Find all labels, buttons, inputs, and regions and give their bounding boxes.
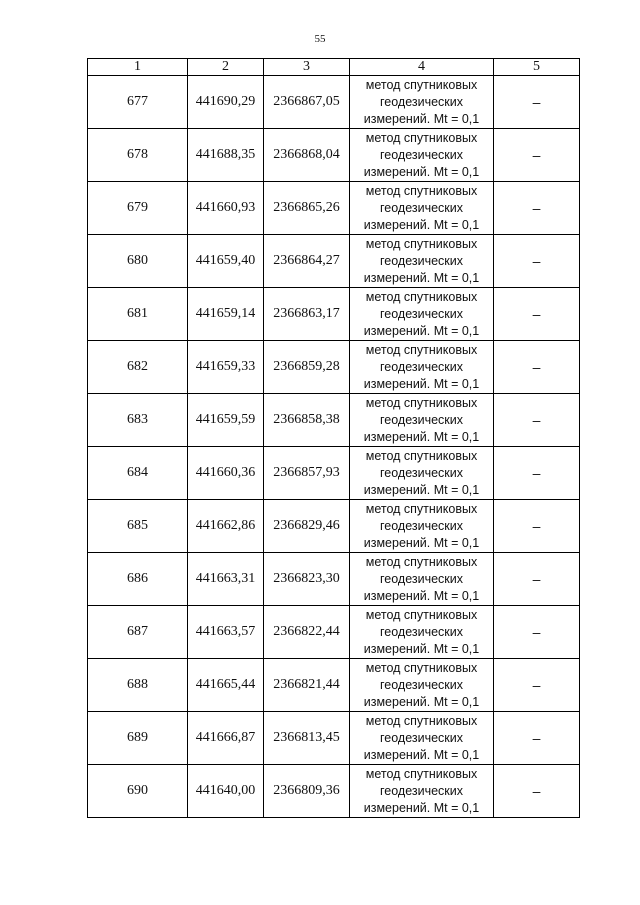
point-number-cell: 688	[88, 659, 188, 712]
table-row	[88, 765, 580, 818]
method-line: геодезических	[379, 412, 463, 427]
coordinate-x-cell: 441662,86	[188, 500, 264, 553]
method-line: измерений. Mt = 0,1	[363, 429, 480, 444]
column-header-3: 3	[264, 59, 350, 76]
coordinate-y-cell: 2366865,26	[264, 182, 350, 235]
method-line: геодезических	[379, 783, 463, 798]
method-line: измерений. Mt = 0,1	[363, 217, 480, 232]
table-header-row	[88, 59, 580, 76]
method-line: геодезических	[379, 253, 463, 268]
note-cell: –	[494, 341, 580, 394]
method-line: геодезических	[379, 730, 463, 745]
table-body	[88, 76, 580, 818]
column-header-1: 1	[88, 59, 188, 76]
method-cell	[350, 500, 494, 553]
point-number-cell: 682	[88, 341, 188, 394]
method-cell	[350, 235, 494, 288]
method-line: измерений. Mt = 0,1	[363, 800, 480, 815]
coordinate-y-cell: 2366813,45	[264, 712, 350, 765]
method-line: геодезических	[379, 306, 463, 321]
coordinate-x-cell: 441660,93	[188, 182, 264, 235]
coordinate-y-cell: 2366859,28	[264, 341, 350, 394]
coordinate-x-cell: 441690,29	[188, 76, 264, 129]
method-line: измерений. Mt = 0,1	[363, 588, 480, 603]
page-number: 55	[314, 33, 326, 45]
column-header-5: 5	[494, 59, 580, 76]
note-cell: –	[494, 606, 580, 659]
coordinate-y-cell: 2366863,17	[264, 288, 350, 341]
coordinate-x-cell: 441665,44	[188, 659, 264, 712]
point-number-cell: 680	[88, 235, 188, 288]
coordinate-x-cell: 441640,00	[188, 765, 264, 818]
table-row	[88, 500, 580, 553]
method-line: геодезических	[379, 94, 463, 109]
coordinate-x-cell: 441659,33	[188, 341, 264, 394]
method-cell	[350, 394, 494, 447]
coordinate-y-cell: 2366864,27	[264, 235, 350, 288]
table-row	[88, 288, 580, 341]
method-line: измерений. Mt = 0,1	[363, 535, 480, 550]
method-cell	[350, 712, 494, 765]
table-row	[88, 341, 580, 394]
point-number-cell: 684	[88, 447, 188, 500]
coordinate-x-cell: 441663,57	[188, 606, 264, 659]
table-row	[88, 447, 580, 500]
method-cell	[350, 606, 494, 659]
coordinate-y-cell: 2366829,46	[264, 500, 350, 553]
method-line: геодезических	[379, 571, 463, 586]
method-line: измерений. Mt = 0,1	[363, 641, 480, 656]
method-line: геодезических	[379, 147, 463, 162]
method-cell	[350, 659, 494, 712]
note-cell: –	[494, 447, 580, 500]
coordinates-table	[87, 58, 580, 818]
method-line: метод спутниковых	[365, 766, 478, 781]
coordinate-x-cell: 441660,36	[188, 447, 264, 500]
method-cell	[350, 341, 494, 394]
note-cell: –	[494, 712, 580, 765]
method-line: метод спутниковых	[365, 183, 478, 198]
method-line: измерений. Mt = 0,1	[363, 747, 480, 762]
table-row	[88, 606, 580, 659]
method-line: метод спутниковых	[365, 448, 478, 463]
method-line: метод спутниковых	[365, 342, 478, 357]
method-cell	[350, 553, 494, 606]
point-number-cell: 689	[88, 712, 188, 765]
method-line: геодезических	[379, 518, 463, 533]
coordinate-y-cell: 2366868,04	[264, 129, 350, 182]
table-row	[88, 394, 580, 447]
coordinate-x-cell: 441663,31	[188, 553, 264, 606]
coordinate-x-cell: 441659,40	[188, 235, 264, 288]
note-cell: –	[494, 182, 580, 235]
method-line: геодезических	[379, 624, 463, 639]
method-line: метод спутниковых	[365, 395, 478, 410]
point-number-cell: 686	[88, 553, 188, 606]
note-cell: –	[494, 235, 580, 288]
method-line: геодезических	[379, 465, 463, 480]
point-number-cell: 687	[88, 606, 188, 659]
method-line: измерений. Mt = 0,1	[363, 111, 480, 126]
method-line: метод спутниковых	[365, 554, 478, 569]
method-cell	[350, 76, 494, 129]
point-number-cell: 679	[88, 182, 188, 235]
method-line: измерений. Mt = 0,1	[363, 694, 480, 709]
method-line: метод спутниковых	[365, 501, 478, 516]
coordinate-x-cell: 441666,87	[188, 712, 264, 765]
note-cell: –	[494, 659, 580, 712]
method-line: измерений. Mt = 0,1	[363, 376, 480, 391]
method-line: метод спутниковых	[365, 77, 478, 92]
coordinate-y-cell: 2366867,05	[264, 76, 350, 129]
coordinate-y-cell: 2366823,30	[264, 553, 350, 606]
note-cell: –	[494, 288, 580, 341]
coordinate-x-cell: 441659,59	[188, 394, 264, 447]
note-cell: –	[494, 76, 580, 129]
method-line: измерений. Mt = 0,1	[363, 270, 480, 285]
point-number-cell: 690	[88, 765, 188, 818]
point-number-cell: 681	[88, 288, 188, 341]
column-header-2: 2	[188, 59, 264, 76]
method-cell	[350, 288, 494, 341]
method-line: измерений. Mt = 0,1	[363, 323, 480, 338]
note-cell: –	[494, 394, 580, 447]
method-cell	[350, 765, 494, 818]
method-line: измерений. Mt = 0,1	[363, 482, 480, 497]
method-cell	[350, 129, 494, 182]
method-line: геодезических	[379, 200, 463, 215]
method-cell	[350, 182, 494, 235]
method-line: метод спутниковых	[365, 660, 478, 675]
coordinate-y-cell: 2366858,38	[264, 394, 350, 447]
coordinate-y-cell: 2366822,44	[264, 606, 350, 659]
coordinate-y-cell: 2366809,36	[264, 765, 350, 818]
method-line: метод спутниковых	[365, 130, 478, 145]
column-header-4: 4	[350, 59, 494, 76]
note-cell: –	[494, 500, 580, 553]
method-line: метод спутниковых	[365, 607, 478, 622]
table-row	[88, 553, 580, 606]
method-cell	[350, 447, 494, 500]
table-row	[88, 659, 580, 712]
method-line: измерений. Mt = 0,1	[363, 164, 480, 179]
point-number-cell: 683	[88, 394, 188, 447]
coordinate-y-cell: 2366857,93	[264, 447, 350, 500]
coordinate-x-cell: 441659,14	[188, 288, 264, 341]
note-cell: –	[494, 129, 580, 182]
note-cell: –	[494, 765, 580, 818]
method-line: геодезических	[379, 677, 463, 692]
method-line: метод спутниковых	[365, 289, 478, 304]
table-row	[88, 712, 580, 765]
point-number-cell: 677	[88, 76, 188, 129]
table-row	[88, 182, 580, 235]
table-row	[88, 129, 580, 182]
point-number-cell: 685	[88, 500, 188, 553]
coordinate-x-cell: 441688,35	[188, 129, 264, 182]
table-row	[88, 235, 580, 288]
method-line: геодезических	[379, 359, 463, 374]
note-cell: –	[494, 553, 580, 606]
coordinate-y-cell: 2366821,44	[264, 659, 350, 712]
method-line: метод спутниковых	[365, 713, 478, 728]
table-row	[88, 76, 580, 129]
method-line: метод спутниковых	[365, 236, 478, 251]
point-number-cell: 678	[88, 129, 188, 182]
